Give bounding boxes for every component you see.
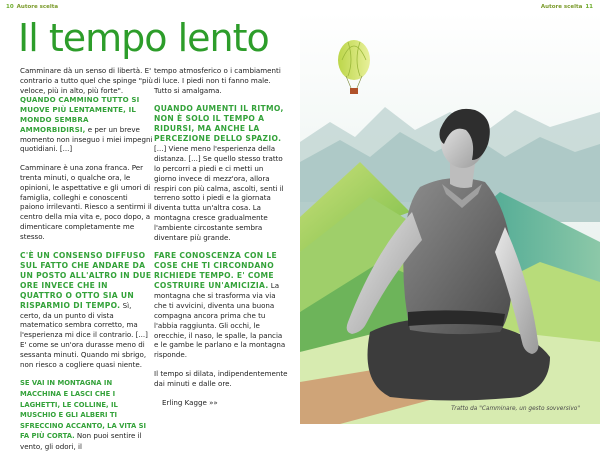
page-number-right: 11	[585, 4, 593, 10]
paragraph-7	[154, 251, 288, 360]
pull-quote-5: FARE CONOSCENZA CON LE COSE CHE TI CIRCONDANO RICHIEDE TEMPO. E' COME COSTRUIRE UN'AMICIZIA.	[154, 251, 277, 291]
pull-quote-2: C'È UN CONSENSO DIFFUSO SUL FATTO CHE ANDARE DA UN POSTO ALL'ALTRO IN DUE ORE INVECE CHE IN QUATTRO O OTTO SIA UN RISPARMIO DI TEMPO.	[20, 250, 152, 310]
paragraph-4-tail: Non puoi sentire il vento, gli odori, il	[20, 431, 142, 451]
paragraph-4	[20, 378, 153, 451]
author-signature: Erling Kagge »»	[162, 397, 218, 407]
pull-quote-1: QUANDO CAMMINO TUTTO SI MUOVE PIÙ LENTAMENTE, IL MONDO SEMBRA AMMORBIDIRSI,	[20, 95, 140, 134]
header-left	[6, 4, 58, 10]
paragraph-6-tail: [...] Viene meno l'esperienza della distanza. [...] Se quello stesso tratto lo percorri a piedi e ci metti un giorno invece di mezz'ora, allora respiri con più calma, ascolti, senti il terreno sotto i piedi e la giornata diventa tutta un'altra cosa. La montagna cresce gradualmente l'ambiente circostante sembra diventare più grande.	[154, 144, 284, 242]
collage-illustration	[300, 12, 600, 424]
text-column-1	[20, 66, 153, 461]
section-label-left: Autore scelta	[16, 4, 59, 10]
collage-svg	[300, 12, 600, 424]
paragraph-7-tail: La montagna che si trasforma via via che ti avvicini, diventa una buona compagna ancora prima che tu l'abbia raggiunta. Gli occhi, le orecchie, il naso, le spalle, la pancia e le gambe le parlano e la montagna risponde.	[154, 281, 286, 360]
article-title: Il tempo lento	[18, 16, 269, 60]
paragraph-3	[20, 251, 153, 370]
paragraph-8: Il tempo si dilata, indipendentemente dai minuti e dalle ore.	[154, 368, 288, 388]
paragraph-3-tail: Sì, certo, da un punto di vista matematico sembra corretto, ma l'esperienza mi dice il contrario. [...] E' come se un'ora durasse meno di sessanta minuti. Quando mi sbrigo, non riesco a cogliere quasi niente.	[20, 300, 148, 369]
section-label-right: Autore scelta	[540, 4, 583, 10]
header-right	[541, 4, 593, 10]
paragraph-1	[20, 66, 153, 154]
image-caption: Tratto da "Camminare, un gesto sovversivo"	[451, 406, 580, 412]
pull-quote-4: QUANDO AUMENTI IL RITMO, NON È SOLO IL TEMPO A RIDURSI, MA ANCHE LA PERCEZIONE DELLO SPAZIO.	[154, 104, 284, 144]
page-number-left: 10	[6, 4, 14, 10]
pull-quote-3: SE VAI IN MONTAGNA IN MACCHINA E LASCI CHE I LAGHETTI, LE COLLINE, IL MUSCHIO E GLI ALBERI TI SFRECCINO ACCANTO, LA VITA SI FA PIÙ CORTA.	[20, 379, 147, 441]
paragraph-1-tail: e per un breve momento non inseguo i miei impegni quotidiani. [...]	[20, 124, 153, 154]
paragraph-1-text: Camminare dà un senso di libertà. E' contrario a tutto quel che spinge "più veloce, più in alto, più forte".	[20, 66, 153, 95]
text-column-2	[154, 66, 288, 416]
paragraph-6	[154, 104, 288, 242]
paragraph-2: Camminare è una zona franca. Per trenta minuti, o qualche ora, le opinioni, le aspettative e gli umori di famiglia, colleghi e conoscenti paiono irrilevanti. Riesco a sentirmi il centro della mia vita e, poco dopo, a dimenticare completamente me stesso.	[20, 163, 152, 241]
paragraph-5: tempo atmosferico o i cambiamenti di luce. I piedi non ti fanno male. Tutto si amalgama.	[154, 66, 281, 95]
